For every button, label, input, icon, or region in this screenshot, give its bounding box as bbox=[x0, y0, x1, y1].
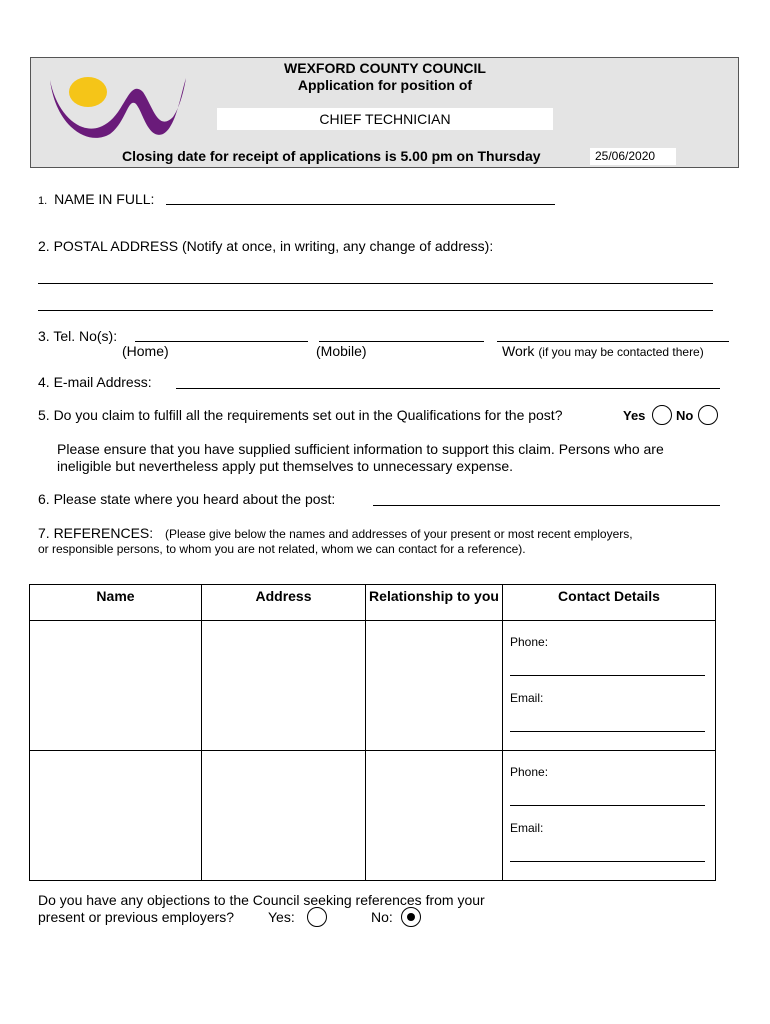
col-header-name: Name bbox=[30, 585, 202, 621]
q7-note-line2: or responsible persons, to whom you are not related, whom we can contact for a reference). bbox=[38, 542, 526, 556]
tel-work-field[interactable] bbox=[497, 341, 729, 342]
ref1-relationship-cell[interactable] bbox=[366, 621, 503, 751]
ref1-email-label: Email: bbox=[510, 691, 544, 705]
ref1-contact-cell bbox=[503, 621, 716, 751]
col-header-address: Address bbox=[202, 585, 366, 621]
objections-yes-radio[interactable] bbox=[307, 907, 327, 927]
address-line-1[interactable] bbox=[38, 283, 713, 284]
q5-no-radio[interactable] bbox=[698, 405, 718, 425]
tel-home-label: (Home) bbox=[122, 343, 169, 359]
tel-mobile-field[interactable] bbox=[319, 341, 484, 342]
q5-label: 5. Do you claim to fulfill all the requirements set out in the Qualifications for the post? bbox=[38, 407, 563, 423]
ref2-contact-cell bbox=[503, 751, 716, 881]
tel-work-note: (if you may be contacted there) bbox=[538, 345, 704, 359]
table-row bbox=[30, 751, 716, 881]
q1-label: NAME IN FULL: bbox=[54, 191, 155, 207]
q1-question bbox=[38, 191, 154, 207]
q2-label: 2. POSTAL ADDRESS (Notify at once, in writing, any change of address): bbox=[38, 238, 494, 254]
heard-about-field[interactable] bbox=[373, 505, 720, 506]
ref2-address-cell[interactable] bbox=[202, 751, 366, 881]
q7-note-line1: (Please give below the names and addresses of your present or most recent employers, bbox=[165, 527, 633, 541]
ref1-name-cell[interactable] bbox=[30, 621, 202, 751]
ref1-phone-field[interactable] bbox=[510, 675, 705, 676]
email-field[interactable] bbox=[176, 388, 720, 389]
q5-note-line1: Please ensure that you have supplied sufficient information to support this claim. Persons who are bbox=[57, 441, 664, 457]
organisation-title: WEXFORD COUNTY COUNCIL bbox=[284, 60, 486, 76]
table-header-row bbox=[30, 585, 716, 621]
table-row bbox=[30, 621, 716, 751]
objections-line2: present or previous employers? bbox=[38, 909, 235, 925]
ref2-phone-field[interactable] bbox=[510, 805, 705, 806]
council-logo bbox=[48, 72, 188, 142]
q5-yes-label: Yes bbox=[623, 408, 646, 423]
references-table bbox=[29, 584, 716, 881]
q7-question bbox=[38, 525, 633, 541]
ref1-email-field[interactable] bbox=[510, 731, 705, 732]
tel-mobile-label: (Mobile) bbox=[316, 343, 367, 359]
ref2-relationship-cell[interactable] bbox=[366, 751, 503, 881]
logo-sun bbox=[69, 77, 107, 107]
closing-date-text: Closing date for receipt of applications is 5.00 pm on Thursday bbox=[122, 148, 541, 164]
ref1-address-cell[interactable] bbox=[202, 621, 366, 751]
objections-no-label: No: bbox=[371, 909, 393, 925]
objections-line1: Do you have any objections to the Council seeking references from your bbox=[38, 892, 485, 908]
col-header-contact: Contact Details bbox=[503, 585, 716, 621]
ref2-name-cell[interactable] bbox=[30, 751, 202, 881]
position-field[interactable]: CHIEF TECHNICIAN bbox=[217, 108, 553, 130]
ref2-phone-label: Phone: bbox=[510, 765, 549, 779]
ref2-email-label: Email: bbox=[510, 821, 544, 835]
q1-number: 1. bbox=[38, 195, 48, 207]
tel-home-field[interactable] bbox=[135, 341, 308, 342]
application-for-label: Application for position of bbox=[297, 77, 473, 93]
q5-note-line2: ineligible but nevertheless apply put themselves to unnecessary expense. bbox=[57, 458, 514, 474]
objections-yes-label: Yes: bbox=[268, 909, 295, 925]
q3-label: 3. Tel. No(s): bbox=[38, 328, 118, 344]
closing-date-field[interactable]: 25/06/2020 bbox=[590, 148, 676, 165]
ref2-email-field[interactable] bbox=[510, 861, 705, 862]
name-field[interactable] bbox=[166, 204, 555, 205]
col-header-relationship: Relationship to you bbox=[366, 585, 503, 621]
ref1-phone-label: Phone: bbox=[510, 635, 549, 649]
tel-work-label bbox=[502, 343, 704, 359]
address-line-2[interactable] bbox=[38, 310, 713, 311]
q4-label: 4. E-mail Address: bbox=[38, 374, 152, 390]
q5-yes-radio[interactable] bbox=[652, 405, 672, 425]
tel-work-word: Work bbox=[502, 343, 535, 359]
q7-label: 7. REFERENCES: bbox=[38, 525, 154, 541]
q5-no-label: No bbox=[676, 408, 694, 423]
q6-label: 6. Please state where you heard about the post: bbox=[38, 491, 336, 507]
objections-no-radio[interactable] bbox=[401, 907, 421, 927]
